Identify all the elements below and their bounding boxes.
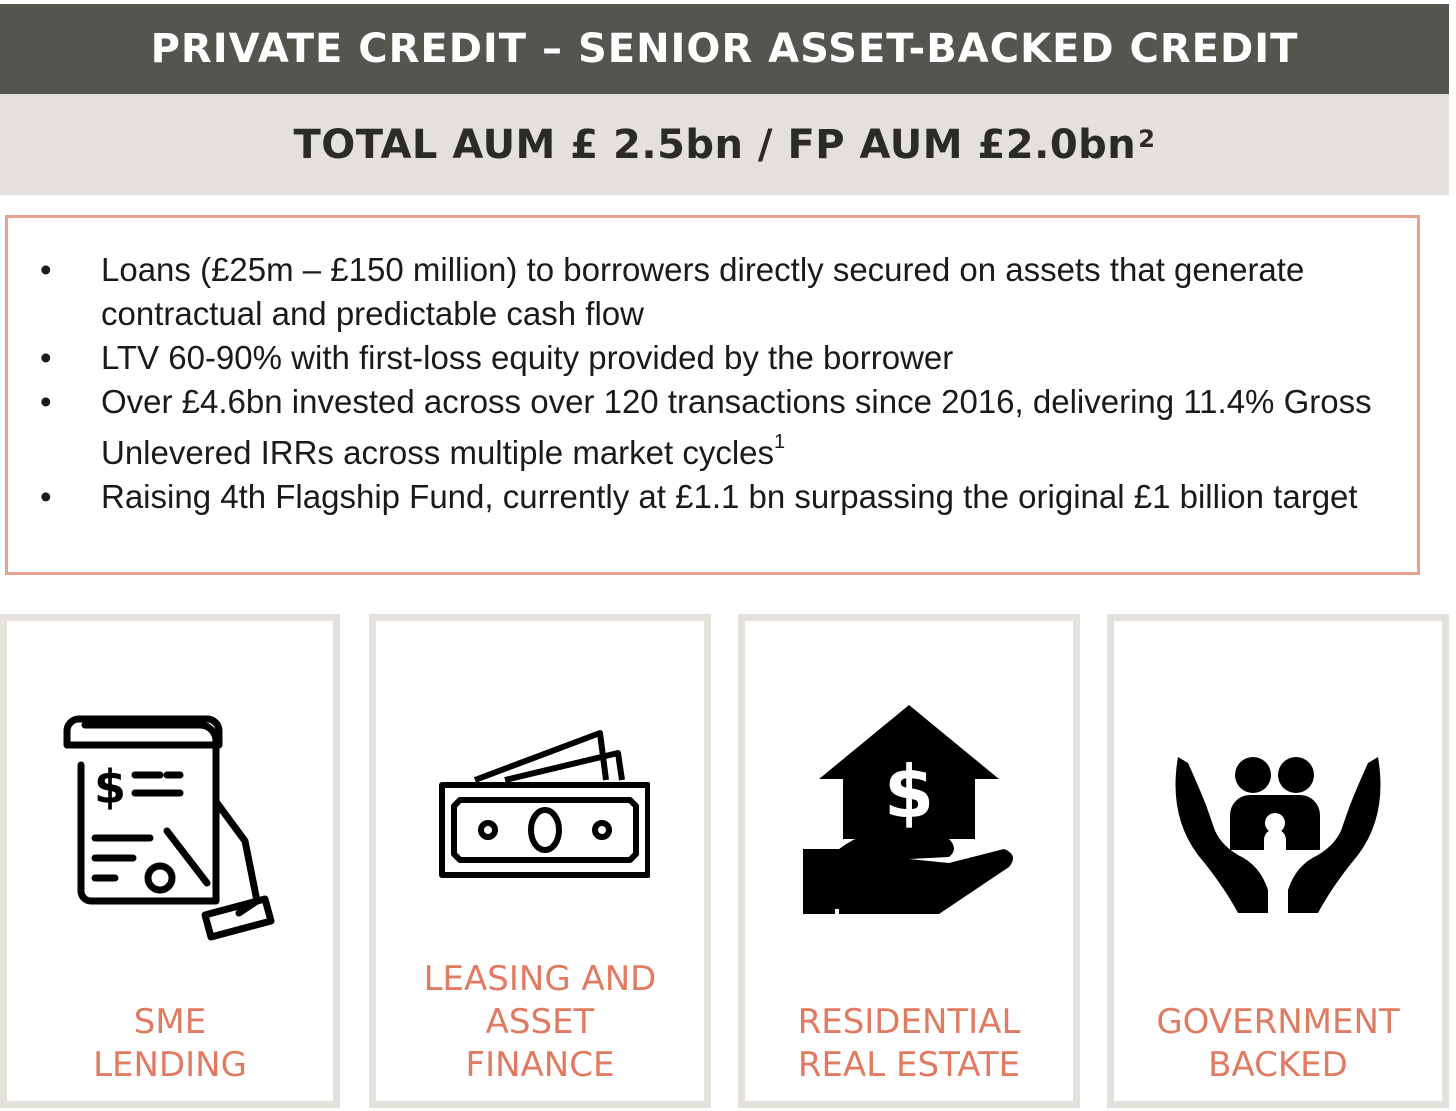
bullet-item [8,380,1377,475]
card-leasing-asset-finance [369,614,711,1108]
card-label-line: SME [133,1002,207,1042]
card-label [1114,1001,1442,1087]
bullet-item [8,336,1377,380]
bullet-item [8,248,1377,336]
card-label-line: GOVERNMENT [1156,1002,1400,1042]
hands-family-icon [1168,745,1388,915]
card-label [7,1001,333,1087]
aum-text: TOTAL AUM £ 2.5bn / FP AUM £2.0bn [293,121,1137,168]
house-hand-dollar-icon [799,699,1019,919]
card-label-line: REAL ESTATE [797,1045,1021,1085]
page-title [0,4,1449,94]
aum-banner [0,94,1449,195]
key-facts-list [8,218,1417,519]
card-label [376,958,704,1087]
key-facts-box [5,215,1420,575]
card-label [745,1001,1073,1087]
card-label-line: BACKED [1208,1045,1348,1085]
aum-footnote: 2 [1138,124,1156,153]
card-sme-lending [0,614,340,1108]
bullet-text: Over £4.6bn invested across over 120 transactions since 2016, delivering 11.4% Gross Unlevered IRRs across multiple market cycles [101,383,1372,471]
card-label-line: LEASING AND [423,959,657,999]
bullet-footnote: 1 [774,431,786,453]
card-label-line: FINANCE [465,1045,615,1085]
bullet-text: LTV 60-90% with first-loss equity provided by the borrower [101,339,954,376]
bullet-text: Raising 4th Flagship Fund, currently at £1.1 bn surpassing the original £1 billion target [101,478,1358,515]
card-label-line: LENDING [93,1045,247,1085]
card-government-backed [1107,614,1449,1108]
card-residential-real-estate [738,614,1080,1108]
bullet-text: Loans (£25m – £150 million) to borrowers directly secured on assets that generate contractual and predictable cash flow [101,251,1305,332]
bullet-item [8,475,1377,519]
page-title-text: PRIVATE CREDIT – SENIOR ASSET-BACKED CREDIT [150,26,1299,72]
invoice-hand-icon [55,703,285,943]
cash-bills-icon [430,725,650,885]
svg-text:$: $ [883,750,935,834]
card-label-line: ASSET [485,1002,595,1042]
svg-text:$: $ [93,760,127,814]
card-label-line: RESIDENTIAL [797,1002,1021,1042]
